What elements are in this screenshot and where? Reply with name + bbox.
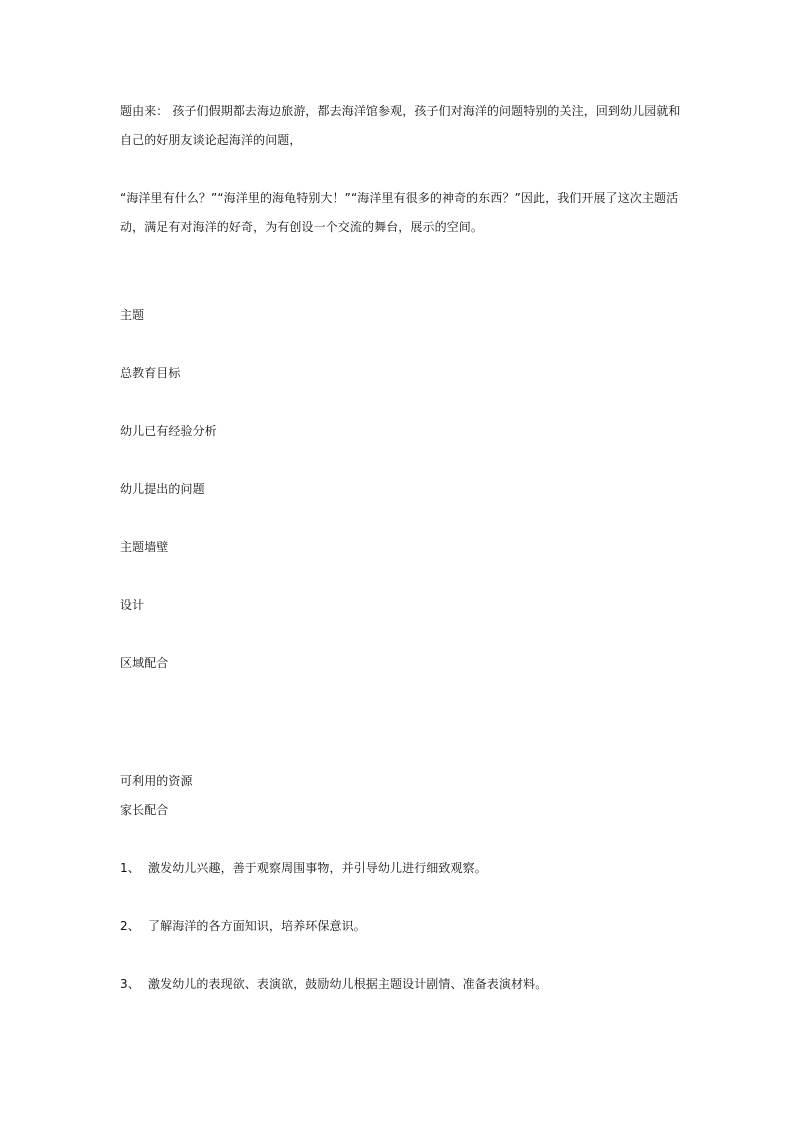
goal-number: 3、 <box>120 977 140 991</box>
goal-item-3 <box>120 977 547 991</box>
intro-line-2: 自己的好朋友谈论起海洋的问题， <box>120 133 302 147</box>
goal-number: 1、 <box>120 861 140 875</box>
heading-theme-wall: 主题墙壁 <box>120 540 169 554</box>
intro-line-4: 动，满足有对海洋的好奇，为有创设一个交流的舞台，展示的空间。 <box>120 220 484 234</box>
label-parent-cooperation: 家长配合 <box>120 803 169 817</box>
heading-area-cooperation: 区域配合 <box>120 656 169 670</box>
goal-text: 激发幼儿兴趣，善于观察周围事物，并引导幼儿进行细致观察。 <box>148 861 487 875</box>
heading-theme: 主题 <box>120 308 145 322</box>
heading-design: 设计 <box>120 598 145 612</box>
goal-item-2 <box>120 919 366 933</box>
heading-education-goals: 总教育目标 <box>120 366 181 380</box>
goal-item-1 <box>120 861 487 875</box>
label-available-resources: 可利用的资源 <box>120 774 193 788</box>
goal-text: 了解海洋的各方面知识，培养环保意识。 <box>148 919 366 933</box>
goal-text: 激发幼儿的表现欲、表演欲，鼓励幼儿根据主题设计剧情、准备表演材料。 <box>148 977 548 991</box>
intro-line-3: “海洋里有什么？”“海洋里的海龟特别大！”“海洋里有很多的神奇的东西？”因此，我们开展了这次主题活 <box>120 191 679 205</box>
heading-experience-analysis: 幼儿已有经验分析 <box>120 424 217 438</box>
intro-line-1: 题由来： 孩子们假期都去海边旅游，都去海洋馆参观，孩子们对海洋的问题特别的关注，回到幼儿园就和 <box>120 104 681 118</box>
goal-number: 2、 <box>120 919 140 933</box>
heading-children-questions: 幼儿提出的问题 <box>120 482 205 496</box>
